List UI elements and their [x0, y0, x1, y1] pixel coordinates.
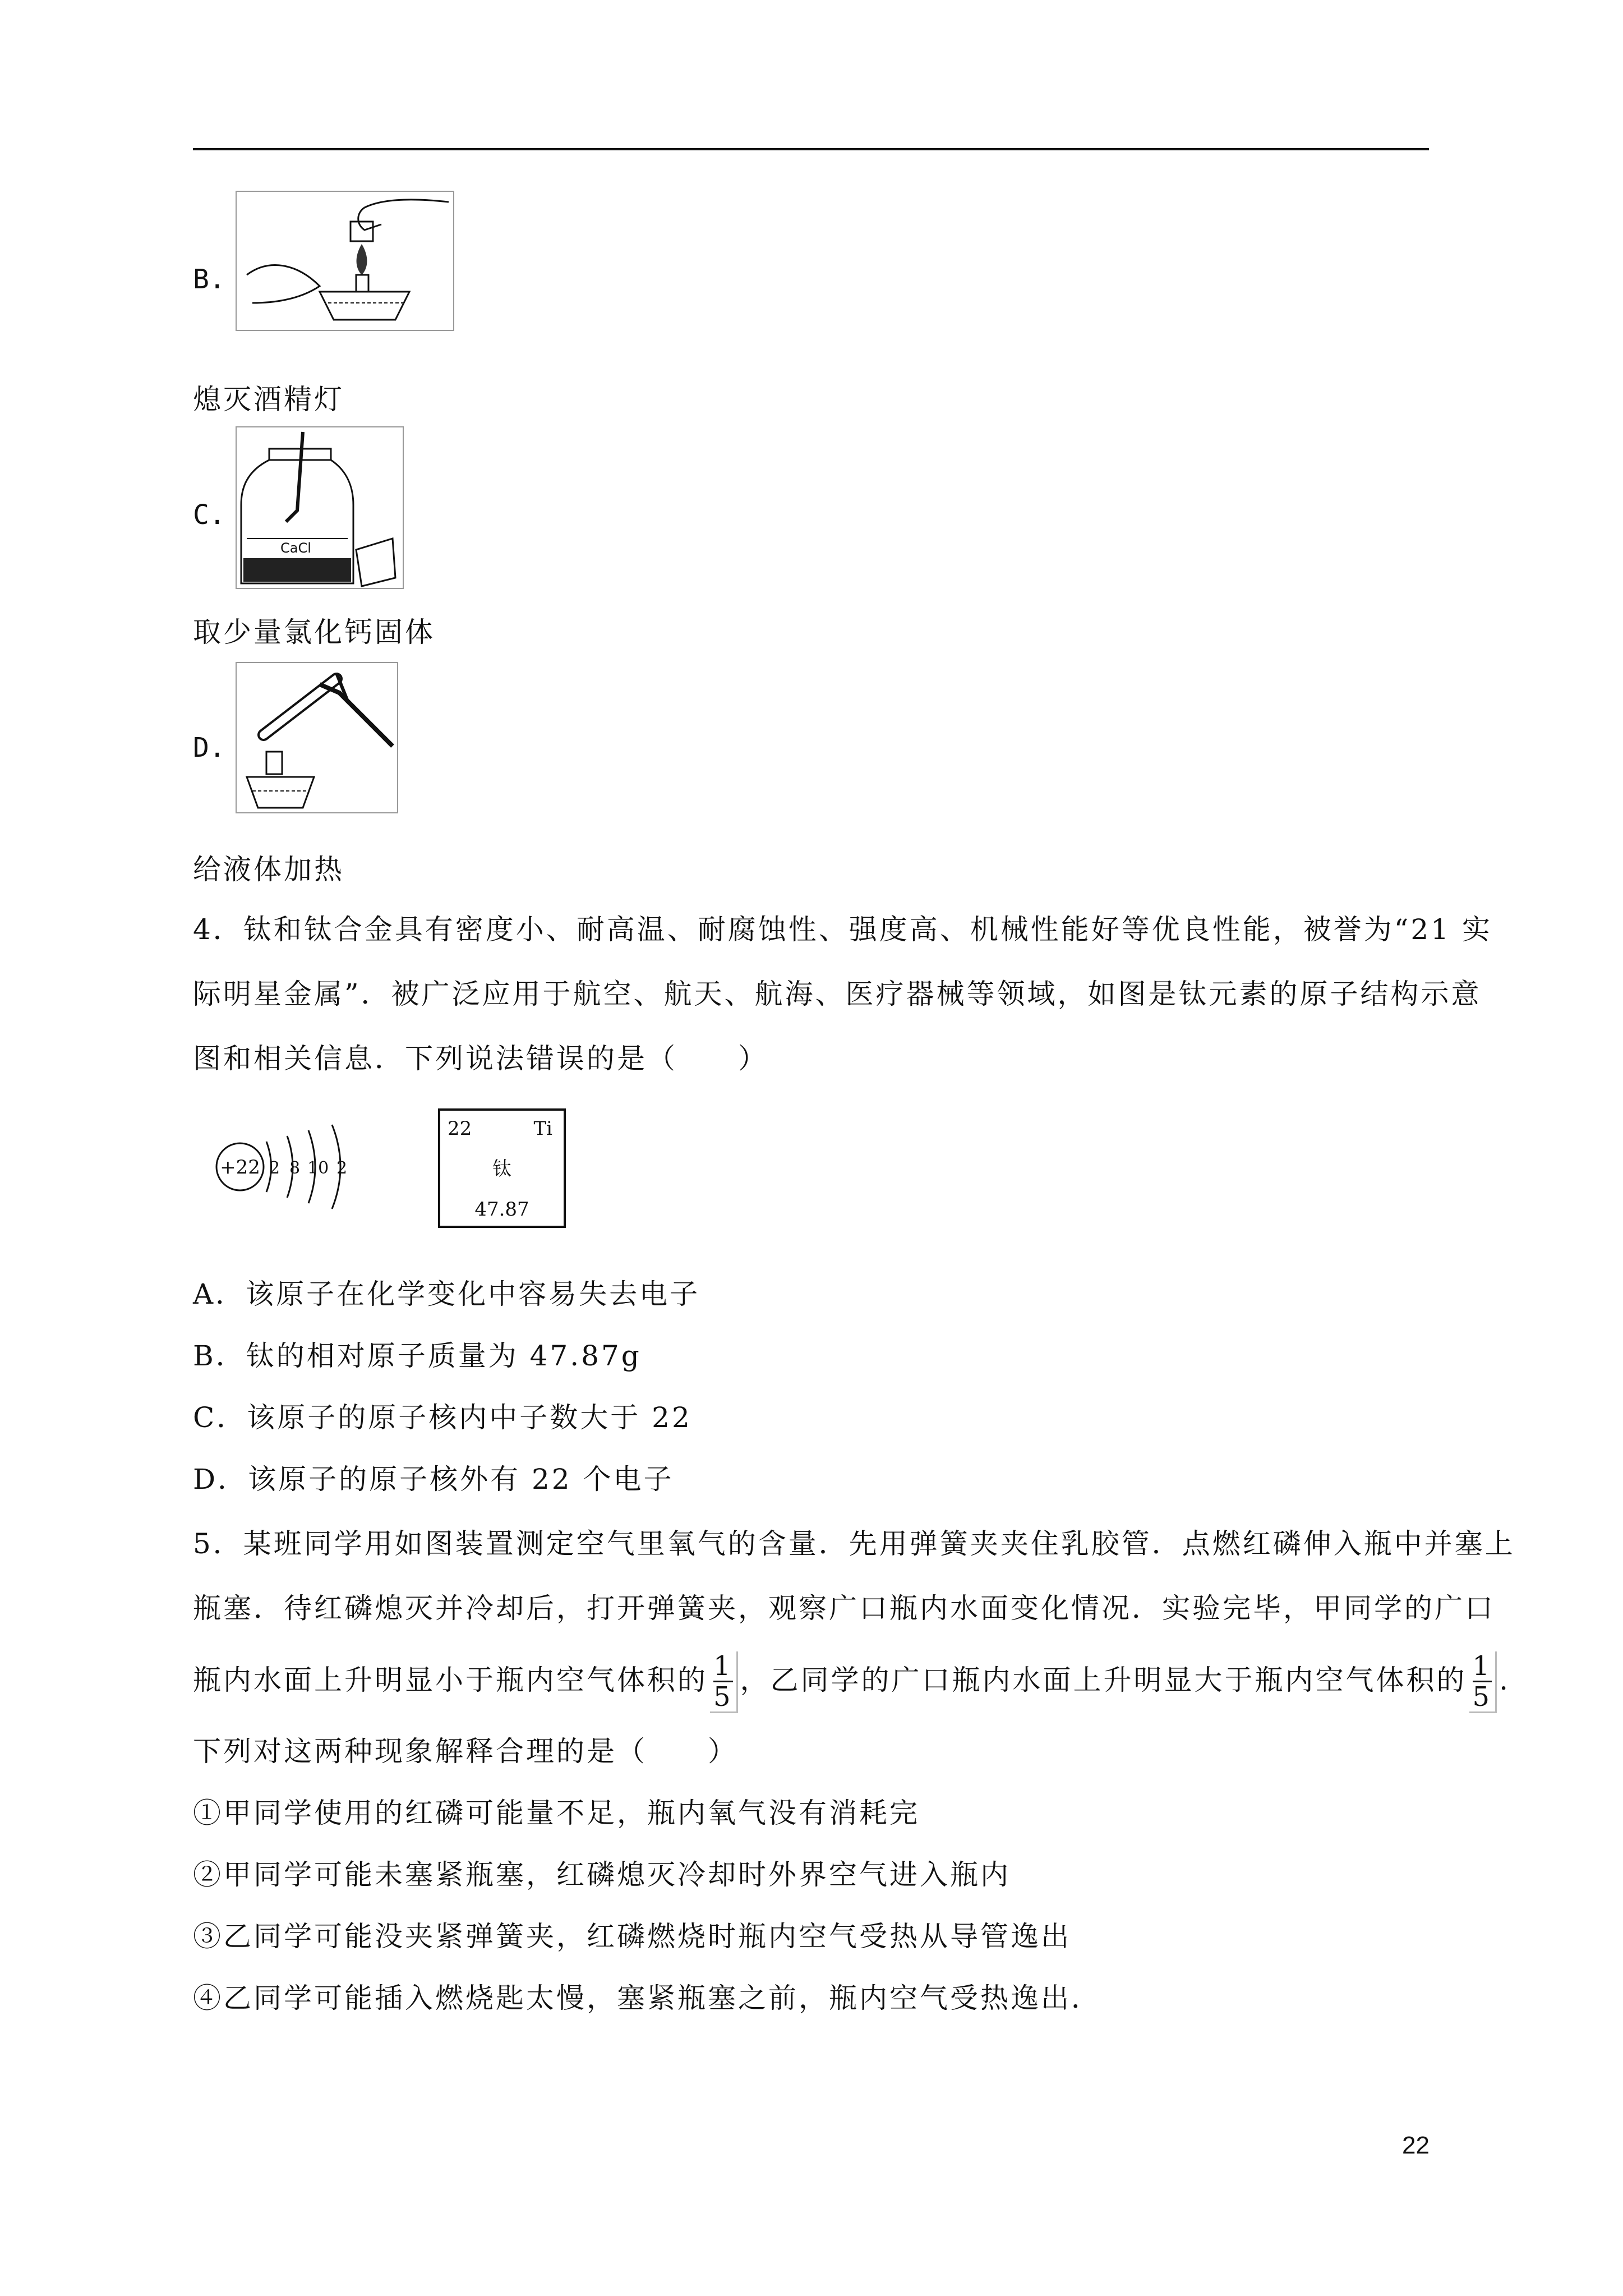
calcium-chloride-jar-figure [236, 426, 404, 589]
fraction-one-fifth-2: $\frac{1}{5}$ [1469, 1651, 1497, 1713]
shell-2-electrons: 8 [289, 1158, 301, 1178]
q5-statement-2: ②甲同学可能未塞紧瓶塞，红磷熄灭冷却时外界空气进入瓶内 [193, 1858, 1011, 1891]
q4-stem-line3: 图和相关信息．下列说法错误的是（ ） [193, 1042, 768, 1075]
q4-option-c: C．该原子的原子核内中子数大于 22 [193, 1401, 692, 1434]
atom-nucleus-text: +22 [220, 1156, 260, 1179]
fraction-one-fifth: $\frac{1}{5}$ [710, 1651, 738, 1713]
q5-statement-3: ③乙同学可能没夹紧弹簧夹，红磷燃烧时瓶内空气受热从导管逸出 [193, 1920, 1071, 1953]
q5-line3-part3: . [1499, 1664, 1510, 1696]
q4-option-a: A．该原子在化学变化中容易失去电子 [193, 1278, 700, 1310]
titanium-element-card [437, 1108, 566, 1228]
titanium-atom-structure-diagram [208, 1111, 370, 1223]
element-name: 钛 [492, 1158, 511, 1180]
element-number: 22 [448, 1117, 472, 1140]
q5-line3-part2: ，乙同学的广口瓶内水面上升明显大于瓶内空气体积的 [740, 1664, 1467, 1696]
header-rule [193, 148, 1429, 150]
q5-statement-1: ①甲同学使用的红磷可能量不足，瓶内氧气没有消耗完 [193, 1797, 920, 1829]
shell-3-electrons: 10 [307, 1158, 329, 1178]
q4-stem-line2: 际明星金属”．被广泛应用于航空、航天、航海、医疗器械等领域，如图是钛元素的原子结构示意 [193, 978, 1482, 1010]
q5-stem-line1: 5．某班同学用如图装置测定空气里氧气的含量．先用弹簧夹夹住乳胶管．点燃红磷伸入瓶中并塞上 [193, 1527, 1515, 1560]
extinguish-alcohol-lamp-figure [236, 191, 454, 331]
q5-stem-line2: 瓶塞．待红磷熄灭并冷却后，打开弹簧夹，观察广口瓶内水面变化情况．实验完毕，甲同学的广口 [193, 1592, 1495, 1625]
page-number: 22 [1402, 2132, 1430, 2159]
option-b-letter: B. [193, 264, 225, 295]
heat-liquid-figure [236, 662, 398, 813]
q4-stem-line1: 4．钛和钛合金具有密度小、耐高温、耐腐蚀性、强度高、机械性能好等优良性能，被誉为“21 实 [193, 913, 1492, 946]
option-c-letter: C. [193, 499, 225, 531]
option-b-caption: 熄灭酒精灯 [193, 383, 344, 416]
element-mass: 47.87 [474, 1198, 529, 1221]
q4-option-d: D．该原子的原子核外有 22 个电子 [193, 1463, 674, 1496]
shell-1-electrons: 2 [269, 1158, 280, 1178]
element-symbol: Ti [533, 1117, 552, 1140]
shell-4-electrons: 2 [336, 1158, 348, 1178]
option-c-caption: 取少量氯化钙固体 [193, 616, 435, 648]
option-d-caption: 给液体加热 [193, 853, 344, 886]
option-d-letter: D. [193, 732, 225, 763]
jar-label-text: CaCl [280, 540, 311, 556]
q5-statement-4: ④乙同学可能插入燃烧匙太慢，塞紧瓶塞之前，瓶内空气受热逸出． [193, 1982, 1101, 2014]
q5-line3-part1: 瓶内水面上升明显小于瓶内空气体积的 [193, 1664, 708, 1696]
q4-option-b: B．钛的相对原子质量为 47.87g [193, 1340, 642, 1372]
q5-stem-line3 [193, 1646, 1510, 1714]
q5-stem-line4: 下列对这两种现象解释合理的是（ ） [193, 1735, 738, 1768]
